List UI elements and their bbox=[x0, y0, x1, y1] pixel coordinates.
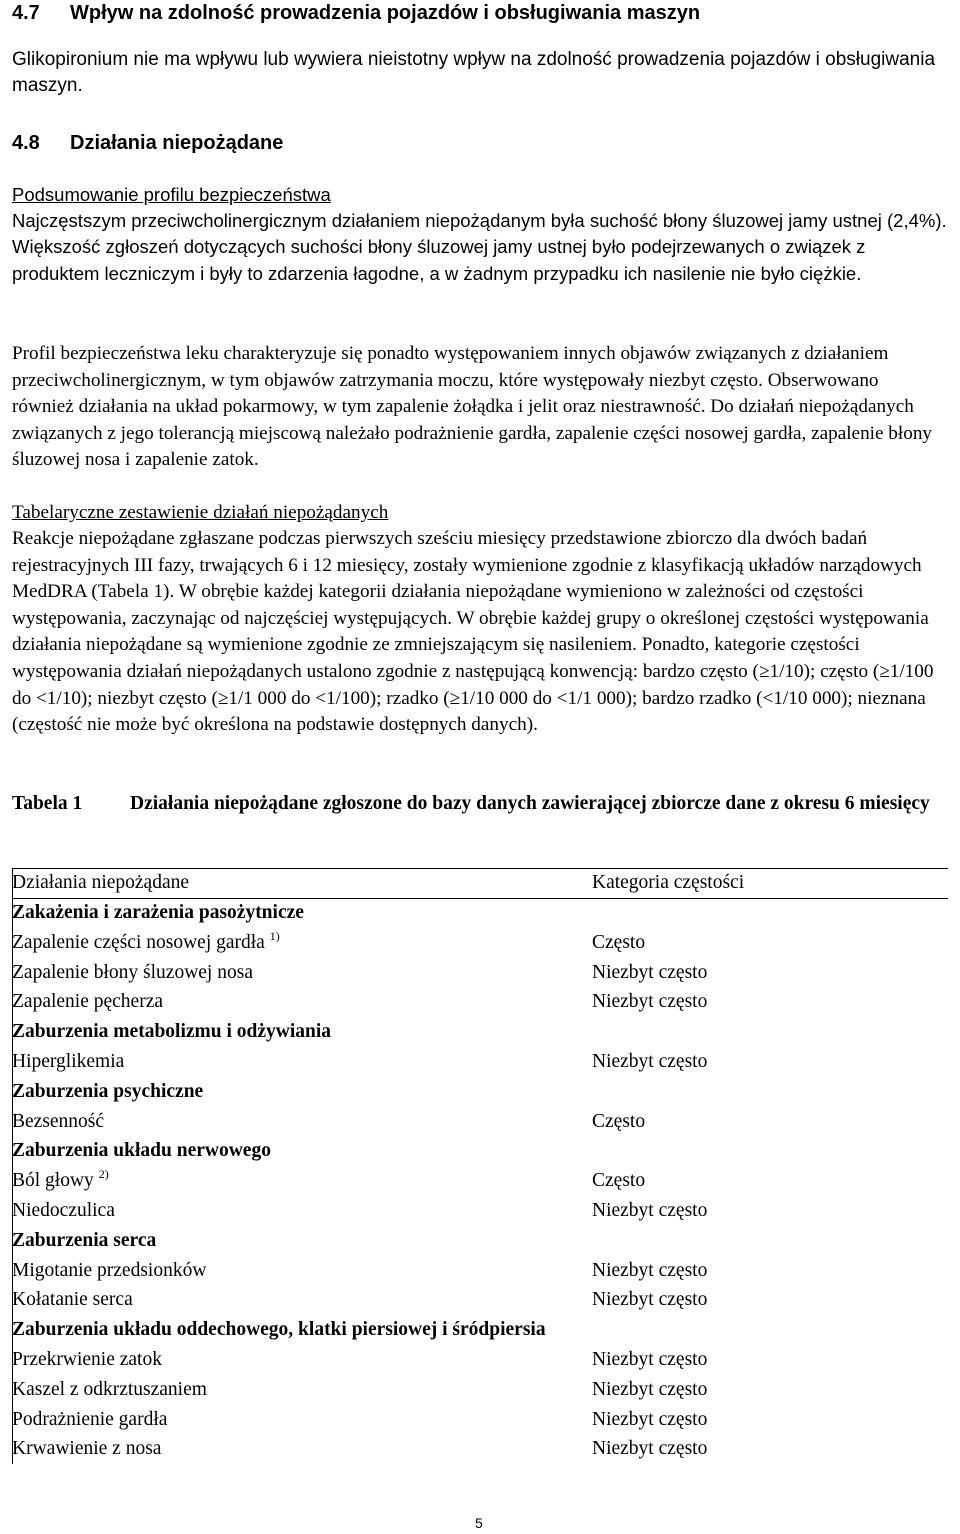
frequency-value: Niezbyt często bbox=[592, 1438, 708, 1460]
adverse-reaction-name bbox=[12, 1434, 161, 1464]
adverse-reaction-name bbox=[12, 1166, 109, 1196]
page-number: 5 bbox=[475, 1515, 483, 1531]
frequency-value: Niezbyt często bbox=[592, 1378, 708, 1400]
reaction-label: Przekrwienie zatok bbox=[12, 1349, 162, 1370]
reaction-label: Zaburzenia metabolizmu i odżywiania bbox=[12, 1021, 332, 1043]
frequency-value: Niezbyt często bbox=[592, 1051, 708, 1072]
system-organ-class bbox=[12, 1017, 331, 1047]
reaction-label: Kołatanie serca bbox=[12, 1289, 133, 1311]
frequency-value: Niezbyt często bbox=[592, 961, 708, 983]
reaction-label: Zaburzenia serca bbox=[12, 1229, 157, 1251]
frequency-value: Niezbyt często bbox=[592, 1259, 708, 1281]
frequency-value: Często bbox=[592, 1170, 646, 1192]
table-row bbox=[12, 1196, 948, 1226]
section-title: Działania niepożądane bbox=[70, 132, 284, 154]
table-row bbox=[12, 1047, 948, 1077]
safety-profile-subheading: Podsumowanie profilu bezpieczeństwa bbox=[12, 184, 331, 205]
table-category-row bbox=[12, 1226, 948, 1256]
adverse-reaction-name bbox=[12, 1047, 124, 1077]
reaction-label: Zapalenie części nosowej gardła bbox=[12, 931, 265, 953]
tabular-summary-paragraph: Reakcje niepożądane zgłaszane podczas pierwszych sześciu miesięcy przedstawione zbiorczo dla dwóch badań rejestracyjnych III fazy, trwających 6 i 12 miesięcy, zostały wymienione zgodnie z klasyfikacją układów narządowych MedDRA (Tabela 1). W obrębie każdej kategorii działania niepożądane wymieniono w zależności od częstości występowania, zaczynając od najczęściej występujących. W obrębie każdej grupy o określonej częstości występowania działania niepożądane są wymienione zgodnie ze zmniejszającym się nasileniem. Ponadto, kategorie częstości występowania działań niepożądanych ustalono zgodnie z następującą konwencją: bardzo często (≥1/10); często (≥1/100 do <1/10); niezbyt często (≥1/1 000 do <1/100); rzadko (≥1/10 000 do <1/1 000); bardzo rzadko (<1/10 000); nieznana (częstość nie może być określona na podstawie dostępnych danych). bbox=[12, 528, 934, 736]
table-caption-text: Działania niepożądane zgłoszone do bazy danych zawierającej zbiorcze dane z okresu 6 miesięcy bbox=[130, 793, 930, 814]
table-row bbox=[12, 1256, 948, 1286]
footnote-marker: 1) bbox=[269, 928, 280, 943]
adverse-reaction-name bbox=[12, 987, 163, 1017]
frequency-value: Niezbyt często bbox=[592, 991, 708, 1013]
table-row bbox=[12, 958, 948, 988]
adverse-reaction-name bbox=[12, 1375, 207, 1405]
system-organ-class bbox=[12, 898, 304, 928]
reaction-label: Zapalenie błony śluzowej nosa bbox=[12, 961, 253, 983]
reaction-label: Zaburzenia układu oddechowego, klatki piersiowej i śródpiersia bbox=[12, 1319, 546, 1341]
header-frequency-category: Kategoria częstości bbox=[592, 872, 745, 893]
adverse-reaction-name bbox=[12, 1196, 115, 1226]
section-4-7-heading bbox=[12, 0, 700, 26]
table-row bbox=[12, 1107, 948, 1137]
table-category-row bbox=[12, 1077, 948, 1107]
frequency-value: Często bbox=[592, 931, 646, 953]
reaction-label: Migotanie przedsionków bbox=[12, 1259, 207, 1281]
safety-profile-paragraph: Najczęstszym przeciwcholinergicznym działaniem niepożądanym była suchość błony śluzowej jamy ustnej (2,4%). Większość zgłoszeń dotyczących suchości błony śluzowej jamy ustnej było podejrzewanych o związek z produktem leczniczym i były to zdarzenia łagodne, a w żadnym przypadku ich nasilenie nie było ciężkie. bbox=[12, 210, 947, 284]
reaction-label: Zaburzenia psychiczne bbox=[12, 1080, 204, 1102]
reaction-label: Zapalenie pęcherza bbox=[12, 991, 164, 1013]
table-category-row bbox=[12, 1017, 948, 1047]
frequency-value: Niezbyt często bbox=[592, 1408, 708, 1430]
table-row bbox=[12, 1345, 948, 1375]
table-row bbox=[12, 987, 948, 1017]
section-number: 4.8 bbox=[12, 132, 40, 154]
reaction-label: Ból głowy bbox=[12, 1170, 94, 1192]
table-header-row bbox=[12, 868, 948, 898]
reaction-label: Krwawienie z nosa bbox=[12, 1438, 162, 1460]
frequency-value: Często bbox=[592, 1110, 646, 1132]
table-row bbox=[12, 1166, 948, 1196]
table-row bbox=[12, 1375, 948, 1405]
reaction-label: Kaszel z odkrztuszaniem bbox=[12, 1378, 207, 1400]
header-adverse-reactions: Działania niepożądane bbox=[12, 872, 190, 893]
table-label: Tabela 1 bbox=[12, 793, 83, 814]
adverse-reaction-name bbox=[12, 928, 280, 958]
table-row bbox=[12, 1405, 948, 1435]
reaction-label: Zakażenia i zarażenia pasożytnicze bbox=[12, 902, 304, 923]
section-title: Wpływ na zdolność prowadzenia pojazdów i obsługiwania maszyn bbox=[70, 2, 701, 24]
system-organ-class bbox=[12, 1226, 156, 1256]
table-category-row bbox=[12, 1315, 948, 1345]
table-row bbox=[12, 1434, 948, 1464]
adverse-reaction-name bbox=[12, 1285, 133, 1315]
tabular-summary-subheading: Tabelaryczne zestawienie działań niepożądanych bbox=[12, 502, 389, 523]
system-organ-class bbox=[12, 1077, 203, 1107]
section-number: 4.7 bbox=[12, 2, 40, 24]
table-row bbox=[12, 928, 948, 958]
reaction-label: Bezsenność bbox=[12, 1110, 105, 1132]
section-4-8-heading bbox=[12, 130, 283, 156]
reaction-label: Niedoczulica bbox=[12, 1200, 115, 1221]
table-category-row bbox=[12, 898, 948, 928]
frequency-value: Niezbyt często bbox=[592, 1349, 708, 1370]
safety-profile-paragraph-2: Profil bezpieczeństwa leku charakteryzuje się ponadto występowaniem innych objawów związanych z działaniem przeciwcholinergicznym, w tym objawów zatrzymania moczu, które występowały niezbyt często. Obserwowano również działania na układ pokarmowy, w tym zapalenie żołądka i jelit oraz niestrawność. Do działań niepożądanych związanych z jego tolerancją miejscową należało podrażnienie gardła, zapalenie części nosowej gardła, zapalenie błony śluzowej nosa i zapalenie zatok. bbox=[12, 343, 933, 471]
adverse-reaction-name bbox=[12, 1405, 167, 1435]
table-row bbox=[12, 1285, 948, 1315]
frequency-value: Niezbyt często bbox=[592, 1289, 708, 1311]
footnote-marker: 2) bbox=[98, 1167, 109, 1182]
section-4-7-body: Glikopironium nie ma wpływu lub wywiera nieistotny wpływ na zdolność prowadzenia pojazdów i obsługiwania maszyn. bbox=[12, 49, 936, 97]
system-organ-class bbox=[12, 1136, 271, 1166]
reaction-label: Podrażnienie gardła bbox=[12, 1408, 168, 1430]
adverse-reaction-name bbox=[12, 958, 253, 988]
adverse-reaction-name bbox=[12, 1107, 104, 1137]
table-category-row bbox=[12, 1136, 948, 1166]
frequency-value: Niezbyt często bbox=[592, 1200, 708, 1221]
reaction-label: Hiperglikemia bbox=[12, 1051, 125, 1072]
reaction-label: Zaburzenia układu nerwowego bbox=[12, 1140, 271, 1162]
system-organ-class bbox=[12, 1315, 546, 1345]
adverse-reaction-name bbox=[12, 1345, 162, 1375]
adverse-reaction-name bbox=[12, 1256, 206, 1286]
